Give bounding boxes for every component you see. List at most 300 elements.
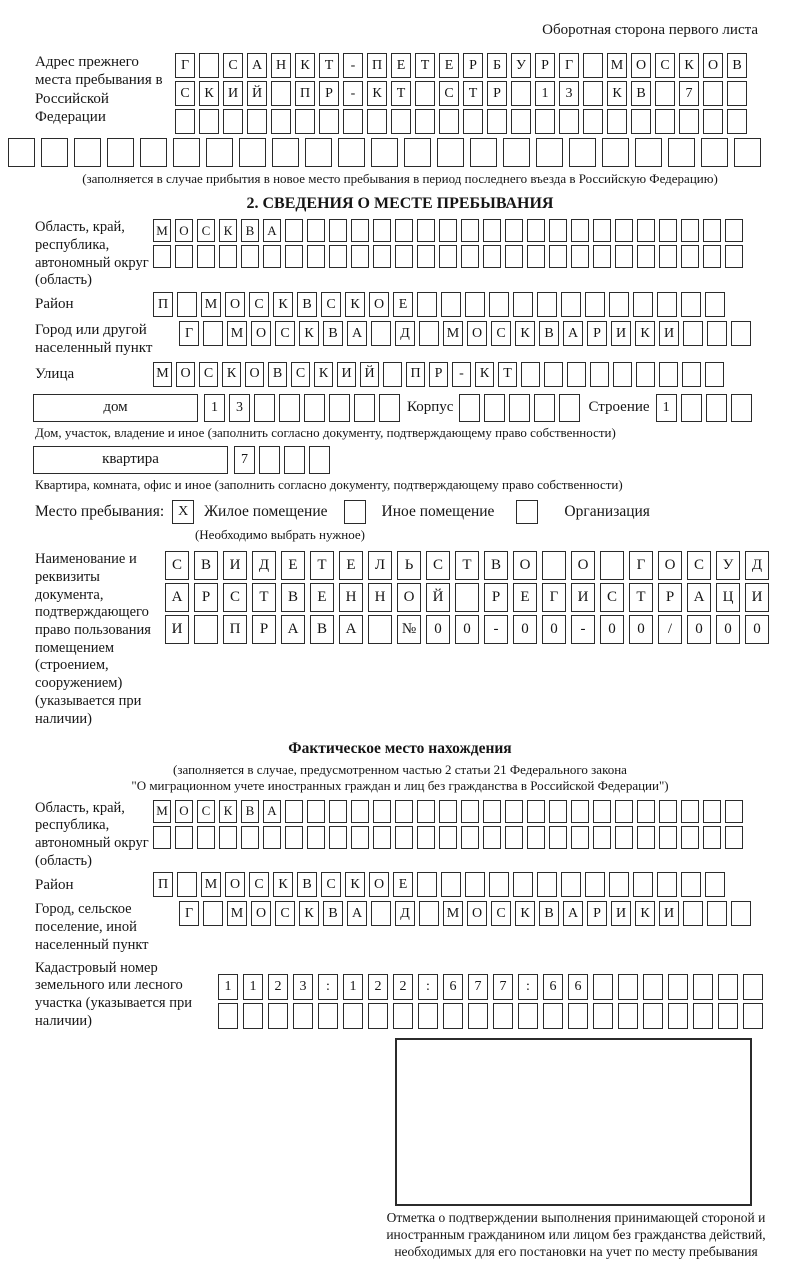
char-cell[interactable] <box>285 826 303 849</box>
char-cell[interactable]: Р <box>194 583 218 612</box>
char-cell[interactable]: О <box>369 872 389 897</box>
char-cell[interactable] <box>549 219 567 242</box>
char-cell[interactable] <box>439 219 457 242</box>
char-cell[interactable]: О <box>251 321 271 346</box>
char-cell[interactable]: Ц <box>716 583 740 612</box>
char-cell[interactable]: 3 <box>293 974 313 1000</box>
char-cell[interactable] <box>175 109 195 134</box>
char-cell[interactable]: 1 <box>656 394 677 422</box>
char-cell[interactable]: П <box>223 615 247 644</box>
char-cell[interactable]: А <box>347 321 367 346</box>
char-cell[interactable] <box>593 826 611 849</box>
char-cell[interactable]: № <box>397 615 421 644</box>
char-cell[interactable] <box>657 292 677 317</box>
char-cell[interactable]: К <box>273 872 293 897</box>
checkbox-other-premises[interactable] <box>344 500 366 524</box>
char-cell[interactable] <box>107 138 134 167</box>
char-cell[interactable]: 0 <box>600 615 624 644</box>
char-cell[interactable] <box>505 826 523 849</box>
char-cell[interactable]: 1 <box>204 394 225 422</box>
char-cell[interactable] <box>521 362 540 387</box>
char-cell[interactable]: Т <box>629 583 653 612</box>
checkbox-residential[interactable]: X <box>172 500 194 524</box>
char-cell[interactable] <box>618 974 638 1000</box>
char-cell[interactable]: Р <box>484 583 508 612</box>
char-cell[interactable] <box>305 138 332 167</box>
char-cell[interactable] <box>41 138 68 167</box>
char-cell[interactable] <box>319 109 339 134</box>
char-cell[interactable] <box>307 219 325 242</box>
char-cell[interactable] <box>489 292 509 317</box>
char-cell[interactable]: О <box>703 53 723 78</box>
char-cell[interactable] <box>493 1003 513 1029</box>
char-cell[interactable]: С <box>249 292 269 317</box>
char-cell[interactable] <box>527 800 545 823</box>
char-cell[interactable] <box>285 245 303 268</box>
char-cell[interactable] <box>600 551 624 580</box>
char-cell[interactable] <box>239 138 266 167</box>
char-cell[interactable]: С <box>655 53 675 78</box>
char-cell[interactable] <box>465 292 485 317</box>
char-cell[interactable] <box>254 394 275 422</box>
char-cell[interactable] <box>219 826 237 849</box>
char-cell[interactable]: О <box>631 53 651 78</box>
char-cell[interactable]: 7 <box>493 974 513 1000</box>
char-cell[interactable] <box>194 615 218 644</box>
char-cell[interactable]: С <box>223 583 247 612</box>
char-cell[interactable] <box>219 245 237 268</box>
char-cell[interactable]: М <box>443 901 463 926</box>
char-cell[interactable]: К <box>515 321 535 346</box>
char-cell[interactable] <box>437 138 464 167</box>
char-cell[interactable] <box>417 800 435 823</box>
char-cell[interactable] <box>304 394 325 422</box>
char-cell[interactable] <box>659 800 677 823</box>
char-cell[interactable]: О <box>397 583 421 612</box>
char-cell[interactable]: Е <box>439 53 459 78</box>
char-cell[interactable] <box>571 800 589 823</box>
char-cell[interactable]: Р <box>463 53 483 78</box>
char-cell[interactable]: К <box>199 81 219 106</box>
char-cell[interactable]: О <box>467 901 487 926</box>
char-cell[interactable]: К <box>299 321 319 346</box>
char-cell[interactable]: В <box>323 321 343 346</box>
char-cell[interactable] <box>701 138 728 167</box>
char-cell[interactable]: Ь <box>397 551 421 580</box>
char-cell[interactable] <box>549 800 567 823</box>
char-cell[interactable] <box>681 245 699 268</box>
char-cell[interactable]: Е <box>393 872 413 897</box>
char-cell[interactable] <box>593 245 611 268</box>
char-cell[interactable]: Г <box>559 53 579 78</box>
char-cell[interactable]: С <box>275 321 295 346</box>
char-cell[interactable] <box>615 800 633 823</box>
char-cell[interactable] <box>177 292 197 317</box>
char-cell[interactable] <box>609 292 629 317</box>
char-cell[interactable]: Р <box>658 583 682 612</box>
char-cell[interactable]: И <box>611 901 631 926</box>
char-cell[interactable] <box>618 1003 638 1029</box>
char-cell[interactable] <box>681 219 699 242</box>
char-cell[interactable] <box>271 109 291 134</box>
char-cell[interactable] <box>681 292 701 317</box>
char-cell[interactable]: Т <box>252 583 276 612</box>
char-cell[interactable] <box>643 974 663 1000</box>
char-cell[interactable]: Р <box>319 81 339 106</box>
char-cell[interactable] <box>329 800 347 823</box>
char-cell[interactable] <box>593 219 611 242</box>
char-cell[interactable]: 0 <box>716 615 740 644</box>
char-cell[interactable] <box>637 800 655 823</box>
char-cell[interactable] <box>487 109 507 134</box>
char-cell[interactable] <box>259 446 280 474</box>
char-cell[interactable]: М <box>153 219 171 242</box>
char-cell[interactable] <box>489 872 509 897</box>
char-cell[interactable] <box>725 219 743 242</box>
char-cell[interactable] <box>247 109 267 134</box>
char-cell[interactable] <box>465 872 485 897</box>
char-cell[interactable] <box>418 1003 438 1029</box>
char-cell[interactable] <box>585 872 605 897</box>
char-cell[interactable] <box>703 800 721 823</box>
char-cell[interactable]: Р <box>487 81 507 106</box>
char-cell[interactable] <box>681 800 699 823</box>
char-cell[interactable]: - <box>571 615 595 644</box>
char-cell[interactable] <box>659 219 677 242</box>
char-cell[interactable]: Г <box>175 53 195 78</box>
char-cell[interactable] <box>593 800 611 823</box>
char-cell[interactable]: 3 <box>229 394 250 422</box>
char-cell[interactable]: 1 <box>535 81 555 106</box>
char-cell[interactable] <box>461 219 479 242</box>
char-cell[interactable]: М <box>607 53 627 78</box>
char-cell[interactable]: А <box>263 800 281 823</box>
char-cell[interactable]: К <box>345 292 365 317</box>
char-cell[interactable]: С <box>275 901 295 926</box>
char-cell[interactable]: 1 <box>343 974 363 1000</box>
char-cell[interactable]: Е <box>310 583 334 612</box>
char-cell[interactable] <box>329 394 350 422</box>
char-cell[interactable] <box>351 219 369 242</box>
char-cell[interactable]: Й <box>426 583 450 612</box>
char-cell[interactable]: 2 <box>393 974 413 1000</box>
char-cell[interactable] <box>549 826 567 849</box>
char-cell[interactable]: О <box>175 219 193 242</box>
char-cell[interactable]: Й <box>360 362 379 387</box>
char-cell[interactable] <box>505 245 523 268</box>
char-cell[interactable] <box>583 53 603 78</box>
char-cell[interactable]: М <box>227 321 247 346</box>
char-cell[interactable] <box>393 1003 413 1029</box>
char-cell[interactable]: И <box>571 583 595 612</box>
char-cell[interactable] <box>203 321 223 346</box>
char-cell[interactable] <box>354 394 375 422</box>
char-cell[interactable] <box>395 800 413 823</box>
char-cell[interactable] <box>483 245 501 268</box>
char-cell[interactable] <box>153 826 171 849</box>
char-cell[interactable]: 6 <box>568 974 588 1000</box>
char-cell[interactable]: О <box>467 321 487 346</box>
char-cell[interactable] <box>657 872 677 897</box>
char-cell[interactable] <box>329 826 347 849</box>
char-cell[interactable]: : <box>518 974 538 1000</box>
char-cell[interactable] <box>511 109 531 134</box>
char-cell[interactable] <box>351 245 369 268</box>
char-cell[interactable] <box>707 321 727 346</box>
char-cell[interactable]: Е <box>393 292 413 317</box>
char-cell[interactable] <box>218 1003 238 1029</box>
char-cell[interactable]: Е <box>339 551 363 580</box>
char-cell[interactable] <box>602 138 629 167</box>
char-cell[interactable] <box>571 826 589 849</box>
char-cell[interactable] <box>8 138 35 167</box>
char-cell[interactable]: 6 <box>443 974 463 1000</box>
char-cell[interactable]: О <box>245 362 264 387</box>
char-cell[interactable] <box>534 394 555 422</box>
char-cell[interactable] <box>593 974 613 1000</box>
char-cell[interactable]: 7 <box>234 446 255 474</box>
char-cell[interactable] <box>241 245 259 268</box>
char-cell[interactable] <box>537 292 557 317</box>
char-cell[interactable]: : <box>418 974 438 1000</box>
char-cell[interactable] <box>268 1003 288 1029</box>
char-cell[interactable]: Д <box>395 321 415 346</box>
char-cell[interactable] <box>351 826 369 849</box>
char-cell[interactable] <box>395 245 413 268</box>
char-cell[interactable] <box>371 321 391 346</box>
char-cell[interactable] <box>636 362 655 387</box>
char-cell[interactable]: С <box>321 872 341 897</box>
char-cell[interactable]: К <box>314 362 333 387</box>
char-cell[interactable] <box>293 1003 313 1029</box>
char-cell[interactable]: Б <box>487 53 507 78</box>
char-cell[interactable]: Г <box>629 551 653 580</box>
char-cell[interactable] <box>659 245 677 268</box>
char-cell[interactable]: К <box>635 901 655 926</box>
char-cell[interactable] <box>527 826 545 849</box>
char-cell[interactable] <box>419 321 439 346</box>
char-cell[interactable]: И <box>611 321 631 346</box>
char-cell[interactable]: К <box>345 872 365 897</box>
char-cell[interactable]: Г <box>542 583 566 612</box>
char-cell[interactable]: С <box>197 219 215 242</box>
char-cell[interactable] <box>199 109 219 134</box>
char-cell[interactable] <box>175 245 193 268</box>
char-cell[interactable]: К <box>367 81 387 106</box>
char-cell[interactable]: 6 <box>543 974 563 1000</box>
char-cell[interactable]: 0 <box>513 615 537 644</box>
char-cell[interactable]: С <box>175 81 195 106</box>
char-cell[interactable] <box>368 615 392 644</box>
char-cell[interactable] <box>367 109 387 134</box>
char-cell[interactable]: К <box>219 219 237 242</box>
char-cell[interactable] <box>513 872 533 897</box>
char-cell[interactable]: О <box>225 872 245 897</box>
char-cell[interactable] <box>585 292 605 317</box>
char-cell[interactable]: Р <box>252 615 276 644</box>
char-cell[interactable]: О <box>176 362 195 387</box>
char-cell[interactable]: К <box>475 362 494 387</box>
char-cell[interactable] <box>415 109 435 134</box>
char-cell[interactable]: П <box>295 81 315 106</box>
char-cell[interactable] <box>461 245 479 268</box>
char-cell[interactable]: К <box>515 901 535 926</box>
char-cell[interactable]: К <box>299 901 319 926</box>
char-cell[interactable] <box>513 292 533 317</box>
char-cell[interactable] <box>175 826 193 849</box>
char-cell[interactable] <box>439 109 459 134</box>
char-cell[interactable] <box>343 109 363 134</box>
char-cell[interactable] <box>615 219 633 242</box>
char-cell[interactable]: Н <box>339 583 363 612</box>
char-cell[interactable] <box>583 109 603 134</box>
char-cell[interactable]: - <box>343 81 363 106</box>
char-cell[interactable] <box>718 1003 738 1029</box>
char-cell[interactable]: Н <box>368 583 392 612</box>
char-cell[interactable]: К <box>679 53 699 78</box>
char-cell[interactable] <box>307 245 325 268</box>
char-cell[interactable] <box>559 394 580 422</box>
char-cell[interactable] <box>743 974 763 1000</box>
char-cell[interactable]: И <box>223 81 243 106</box>
char-cell[interactable]: П <box>367 53 387 78</box>
char-cell[interactable] <box>343 1003 363 1029</box>
char-cell[interactable]: В <box>281 583 305 612</box>
char-cell[interactable] <box>536 138 563 167</box>
char-cell[interactable]: У <box>716 551 740 580</box>
char-cell[interactable] <box>383 362 402 387</box>
char-cell[interactable]: А <box>339 615 363 644</box>
char-cell[interactable] <box>542 551 566 580</box>
char-cell[interactable]: В <box>727 53 747 78</box>
char-cell[interactable]: В <box>539 321 559 346</box>
char-cell[interactable] <box>459 394 480 422</box>
char-cell[interactable] <box>140 138 167 167</box>
char-cell[interactable] <box>527 245 545 268</box>
char-cell[interactable] <box>404 138 431 167</box>
char-cell[interactable]: 3 <box>559 81 579 106</box>
char-cell[interactable] <box>727 109 747 134</box>
char-cell[interactable] <box>463 109 483 134</box>
char-cell[interactable]: Е <box>391 53 411 78</box>
char-cell[interactable] <box>263 826 281 849</box>
char-cell[interactable]: С <box>491 321 511 346</box>
char-cell[interactable]: Й <box>247 81 267 106</box>
char-cell[interactable] <box>284 446 305 474</box>
char-cell[interactable] <box>637 826 655 849</box>
char-cell[interactable]: 7 <box>679 81 699 106</box>
char-cell[interactable] <box>703 245 721 268</box>
char-cell[interactable] <box>668 138 695 167</box>
char-cell[interactable]: В <box>241 219 259 242</box>
char-cell[interactable] <box>263 245 281 268</box>
char-cell[interactable] <box>417 826 435 849</box>
char-cell[interactable]: В <box>310 615 334 644</box>
char-cell[interactable]: С <box>199 362 218 387</box>
char-cell[interactable] <box>559 109 579 134</box>
char-cell[interactable] <box>391 109 411 134</box>
char-cell[interactable] <box>371 901 391 926</box>
char-cell[interactable] <box>583 81 603 106</box>
char-cell[interactable] <box>659 362 678 387</box>
char-cell[interactable] <box>613 362 632 387</box>
char-cell[interactable]: У <box>511 53 531 78</box>
char-cell[interactable]: А <box>563 321 583 346</box>
char-cell[interactable] <box>439 826 457 849</box>
char-cell[interactable]: К <box>219 800 237 823</box>
char-cell[interactable] <box>655 81 675 106</box>
char-cell[interactable] <box>635 138 662 167</box>
char-cell[interactable] <box>197 245 215 268</box>
char-cell[interactable] <box>483 826 501 849</box>
char-cell[interactable] <box>511 81 531 106</box>
char-cell[interactable]: П <box>153 872 173 897</box>
char-cell[interactable] <box>351 800 369 823</box>
char-cell[interactable] <box>727 81 747 106</box>
checkbox-organization[interactable] <box>516 500 538 524</box>
char-cell[interactable]: С <box>321 292 341 317</box>
char-cell[interactable]: В <box>539 901 559 926</box>
char-cell[interactable] <box>569 138 596 167</box>
char-cell[interactable] <box>417 219 435 242</box>
char-cell[interactable]: Р <box>535 53 555 78</box>
char-cell[interactable]: К <box>607 81 627 106</box>
char-cell[interactable]: Н <box>271 53 291 78</box>
char-cell[interactable] <box>681 872 701 897</box>
char-cell[interactable]: Т <box>391 81 411 106</box>
char-cell[interactable] <box>285 800 303 823</box>
char-cell[interactable]: С <box>426 551 450 580</box>
char-cell[interactable]: 2 <box>368 974 388 1000</box>
char-cell[interactable] <box>461 800 479 823</box>
char-cell[interactable]: О <box>658 551 682 580</box>
char-cell[interactable]: К <box>222 362 241 387</box>
char-cell[interactable] <box>705 872 725 897</box>
char-cell[interactable]: : <box>318 974 338 1000</box>
char-cell[interactable] <box>682 362 701 387</box>
char-cell[interactable]: И <box>659 901 679 926</box>
char-cell[interactable] <box>561 872 581 897</box>
char-cell[interactable]: 0 <box>542 615 566 644</box>
char-cell[interactable]: С <box>223 53 243 78</box>
char-cell[interactable] <box>373 219 391 242</box>
char-cell[interactable]: А <box>165 583 189 612</box>
char-cell[interactable]: И <box>165 615 189 644</box>
char-cell[interactable]: К <box>295 53 315 78</box>
char-cell[interactable] <box>655 109 675 134</box>
char-cell[interactable]: В <box>268 362 287 387</box>
char-cell[interactable] <box>173 138 200 167</box>
char-cell[interactable]: 0 <box>629 615 653 644</box>
char-cell[interactable] <box>441 872 461 897</box>
char-cell[interactable]: И <box>659 321 679 346</box>
char-cell[interactable] <box>395 219 413 242</box>
char-cell[interactable] <box>705 292 725 317</box>
char-cell[interactable]: М <box>153 800 171 823</box>
char-cell[interactable] <box>703 109 723 134</box>
char-cell[interactable] <box>329 245 347 268</box>
char-cell[interactable] <box>443 1003 463 1029</box>
char-cell[interactable]: М <box>201 292 221 317</box>
char-cell[interactable]: А <box>687 583 711 612</box>
char-cell[interactable] <box>590 362 609 387</box>
char-cell[interactable]: 2 <box>268 974 288 1000</box>
char-cell[interactable]: П <box>406 362 425 387</box>
char-cell[interactable] <box>679 109 699 134</box>
char-cell[interactable]: О <box>571 551 595 580</box>
char-cell[interactable]: А <box>263 219 281 242</box>
char-cell[interactable] <box>571 245 589 268</box>
